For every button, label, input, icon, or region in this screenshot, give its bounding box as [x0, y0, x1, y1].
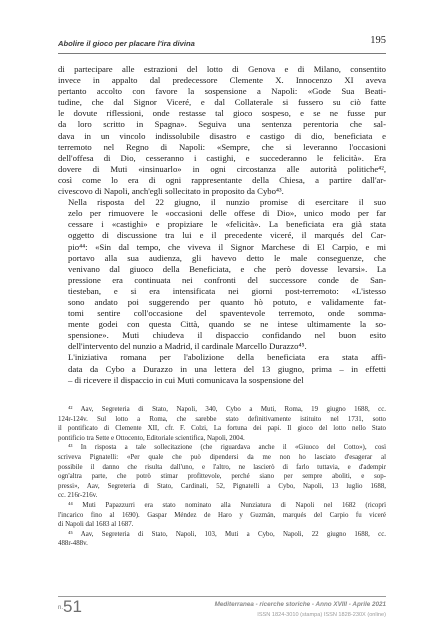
- text-line: Nella risposta del 22 giugno, il nunzio promise di esercitare il suo: [68, 197, 386, 208]
- text-line: dava in un vincolo indissolubile disastro e castigo di dio, beneficiata e: [58, 130, 386, 141]
- text-line: L'iniziativa romana per l'abolizione della beneficiata era stata affi-: [68, 352, 386, 363]
- text-line: – di ricevere il dispaccio in cui Muti comunicava la sospensione del: [68, 374, 304, 385]
- footnote-line: ogn'altra parte, che potrò stimar profittevole, perché siano per sempre aboliti, e sop-: [58, 473, 386, 481]
- footnote-line: 124r-124v. Sul lotto a Roma, che sarebbe stato definitivamente istituito nel 1731, sotto: [58, 415, 386, 423]
- header-divider: [58, 53, 386, 54]
- text-line: cessare i «castighi» e propiziare le «felicità». La beneficiata era già stata: [68, 219, 386, 230]
- text-line: dell'intervento del nunzio a Madrid, il cardinale Marcello Durazzo⁴⁵.: [68, 341, 307, 352]
- body-paragraph: [58, 352, 386, 385]
- text-line: di partecipare alle estrazioni del lotto di Genova e di Milano, consentito: [58, 64, 386, 74]
- text-line: spensione». Muti chiudeva il dispaccio confidando nel buon esito: [68, 330, 386, 341]
- footnote-line: scriveva Pignatelli: «Per quale che può dipendersi da me non ho lasciato d'esagerar al: [58, 453, 386, 461]
- footnote-line: ⁴⁴ Muti Papazzurri era stato nominato alla Nunziatura di Napoli nel 1682 (ricoprì: [68, 501, 386, 509]
- text-line: le dovute riflessioni, onde restasse tal gioco sospeso, e se ne fusse pur: [58, 108, 386, 119]
- issn-line: ISSN 1824-3010 (stampa) ISSN 1828-230X (online): [257, 612, 386, 618]
- footnote-line: pontificio tra Sette e Ottocento, Editoriale scientifica, Napoli, 2004.: [58, 434, 245, 442]
- footnote-line: ⁴⁵ Aav, Segreteria di Stato, Napoli, 103, Muti a Cybo, Napoli, 22 giugno 1688, cc.: [68, 530, 386, 538]
- text-line: pressione era continuata nei confronti del successore conde de San-: [68, 274, 386, 285]
- text-line: oggetto di discussione tra lui e il precedente viceré, il marqués del Car-: [68, 230, 386, 241]
- text-line: dovere di Muti «insinuarlo» in ogni circostanza alle autorità politiche⁴²,: [58, 163, 386, 174]
- footnote-line: ⁴² Aav, Segreteria di Stato, Napoli, 340, Cybo a Muti, Roma, 19 giugno 1688, cc.: [68, 406, 386, 413]
- text-line: da loro scritto in Spagna». Seguiva una sentenza perentoria che sal-: [58, 119, 386, 130]
- text-line: sono andato poi suggerendo per quanto hò potuto, e validamente fat-: [68, 296, 386, 307]
- footnote-line: di Napoli dal 1683 al 1687.: [58, 521, 134, 529]
- journal-title: Mediterranea - ricerche storiche - Anno XVIII - Aprile 2021: [214, 601, 386, 608]
- footnote-line: ⁴³ In risposta a tale sollecitazione (che riguardava anche il «Giuoco del Cotto»), così: [68, 444, 386, 452]
- body-paragraph: [58, 197, 386, 352]
- footer-divider: [58, 596, 386, 597]
- footnote: [58, 405, 386, 443]
- text-line: data da Cybo a Durazzo in una lettera del 13 giugno, prima – in effetti: [68, 363, 386, 374]
- issue-number: [58, 597, 82, 617]
- main-text: [58, 64, 386, 386]
- footnote-line: 488r-488v.: [58, 540, 88, 548]
- body-paragraph: [58, 64, 386, 197]
- text-line: civescovo di Napoli, anch'egli sollecitato in proposito da Cybo⁴³.: [58, 186, 284, 197]
- text-line: pio⁴⁴: «Sin dal tempo, che viveva il Signor Marchese di El Carpio, e mi: [68, 241, 386, 252]
- text-line: venivano dal giuoco della Beneficiata, e che però dovesse levarsi». La: [68, 263, 386, 274]
- footnote-line: possibile il danno che risulta dall'uno, e l'altro, ne lascierò di farlo tuttavia, e d'adempir: [58, 463, 386, 471]
- footnote: [58, 501, 386, 530]
- text-line: invece in appalto dal predecessore Clemente X. Innocenzo XI aveva: [58, 75, 386, 86]
- text-line: dell'offesa di Dio, cesseranno i castighi, e succederanno le felicità». Era: [58, 152, 386, 163]
- text-line: terremoto nel Regno di Napoli: «Sempre, che si leveranno l'occasioni: [58, 141, 386, 152]
- footnote-line: l'incarico fino al 1690). Gaspar Méndez de Haro y Guzmán, marqués del Carpio fu viceré: [58, 511, 386, 519]
- text-line: tiesteban, e si era intensificata nei giorni post-terremoto: «L'istesso: [68, 285, 386, 296]
- text-line: zelo per rimuovere le «occasioni delle offese di Dio», unico modo per far: [68, 208, 386, 219]
- text-line: tudine, che dal Signor Viceré, e dal Collaterale si fussero su ciò fatte: [58, 97, 386, 108]
- issue-number-prefix: n.: [58, 605, 64, 611]
- page-number: 195: [370, 35, 386, 46]
- text-line: portavo alla sua audienza, gli havevo detto le male conseguenze, che: [68, 252, 386, 263]
- footnotes: [58, 405, 386, 549]
- text-line: mente godei con questa Città, quando se ne intese ultimamente la so-: [68, 319, 386, 330]
- footnote-line: cc. 216r-216v.: [58, 492, 98, 500]
- footnote: [58, 530, 386, 549]
- text-line: pertanto accolto con favore la sospensione a Napoli: «Gode Sua Beati-: [58, 86, 386, 97]
- running-title: Abolire il gioco per placare l'ira divina: [58, 39, 195, 48]
- footnote-line: il pontificato di Clemente XII, cfr. F. Colzi, La fortuna dei papi. Il gioco del lotto nello Stato: [58, 425, 386, 433]
- text-line: così come lo era di ogni rappresentante della Chiesa, a partire dall'ar-: [58, 174, 386, 185]
- footnote-line: pressi», Aav, Segreteria di Stato, Cardinali, 52, Pignatelli a Cybo, Napoli, 13 luglio 1688,: [58, 482, 386, 490]
- issue-number-value: 51: [63, 597, 82, 616]
- footnote: [58, 443, 386, 501]
- text-line: tomi sentire coll'occasione del spaventevole terremoto, onde somma-: [68, 308, 386, 319]
